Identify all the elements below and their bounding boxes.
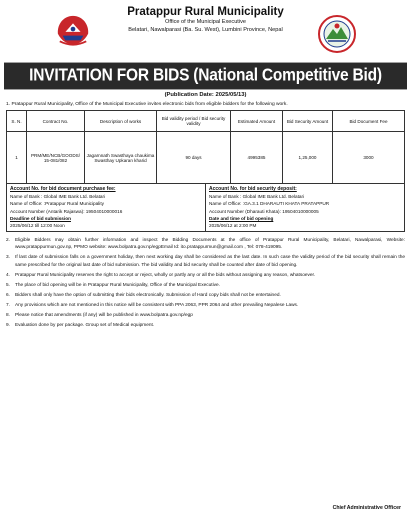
column-header: Estimated Amount	[231, 111, 283, 132]
list-item: 8. Please notice that amendments (if any) will be published in www.bolpatra.gov.np/egp	[6, 312, 193, 318]
column-header: Description of works	[85, 111, 157, 132]
security-account-title: Account No. for bid security deposit:	[209, 186, 297, 192]
intro-text: 1. Pratappur Rural Municipality, Office of the Municipal Executive invites electronic bids from eligible bidders for the following work.	[6, 102, 288, 107]
table-cell: 3000	[333, 132, 405, 184]
column-header: Bid validity period / Bid security validity	[157, 111, 231, 132]
deadline-title: Deadline of bid submission	[10, 215, 71, 221]
org-name: Pratappur Rural Municipality	[127, 6, 284, 18]
table-row	[7, 132, 405, 184]
column-header: Bid Document Fee	[333, 111, 405, 132]
column-header: Contract No.	[27, 111, 85, 132]
security-bank: Name of Bank : Global IME Bank Ltd. Belatari	[209, 194, 305, 200]
security-account-number: Account Number (Dharauti Khata): 19504010000005	[209, 208, 319, 214]
purchase-bank: Name of Bank : Global IME Bank Ltd. Belatari	[10, 194, 106, 200]
page-title: INVITATION FOR BIDS (National Competitive Bid)	[4, 63, 407, 90]
table-header-row	[7, 111, 405, 132]
deadline-value: 2025/06/12 till 12:00 Noon	[10, 223, 65, 229]
table-cell: PRM/ME/NCB/GOODS/ 15-081/082	[27, 132, 85, 184]
purchase-account-title: Account No. for bid document purchase fee:	[10, 186, 116, 192]
publication-date: (Publication Date: 2025/05/13)	[164, 92, 247, 98]
address: Belatari, Nawalparasi (Ba. Su. West), Lumbini Province, Nepal	[128, 27, 283, 33]
column-header: S. N.	[7, 111, 27, 132]
table-cell: 1,25,000	[283, 132, 333, 184]
bid-table	[6, 110, 405, 184]
list-item: 5. The place of bid opening will be in Pratappur Rural Municipality, Office of the Municipal Executive.	[6, 282, 220, 288]
security-deposit-account	[205, 184, 404, 231]
list-item: 6. Bidders shall only have the option of submitting their bids electronically. Submission of Hard copy bids shall not be entertained.	[6, 292, 281, 298]
table-cell: Jagarnnath Swasthaya chaukima Swasthay Upkaran kharid	[85, 132, 157, 184]
security-office: Name of Office: :GA.3.1 DHARAUTI KHATA PRATAPPUR	[209, 201, 330, 207]
table-cell: 90 days	[157, 132, 231, 184]
list-item: 4. Pratappur Rural Municipality reserves the right to accept or reject, wholly or partly any or all the bids without assigning any reason, whatsoever.	[6, 272, 316, 278]
column-header: Bid Security Amount	[283, 111, 333, 132]
list-item: 9. Evaluation done by per package. Group set of Medical equipment.	[6, 323, 155, 329]
opening-value: 2025/06/12 at 2:00 PM	[209, 223, 257, 229]
purchase-office: Name of Office: :Pratappur Rural Municipality	[10, 201, 104, 207]
municipality-seal-icon	[317, 14, 357, 54]
purchase-account-number: Account Number (Antarik Rajaswa): 19504010000016	[10, 208, 123, 214]
list-item: 7. Any provisions which are not mentioned in this notice will be consistent with PPA 2063, PPR 2064 and other prevailing Nepalese Laws.	[6, 302, 299, 308]
purchase-fee-account	[7, 184, 205, 231]
notes-list	[6, 237, 405, 329]
table-cell: 1	[7, 132, 27, 184]
signature: Chief Administrative Officer	[332, 505, 401, 511]
list-item: 3. If last date of submission falls on a government holiday, then next working day shall be considered as the last date. In such case the validity period of the bid security shall remain the same prescribed for the original last date of bid submission. The bid validity and bid security shall be counted after date of bid opening.	[6, 255, 405, 268]
table-cell: 4995385	[231, 132, 283, 184]
header	[6, 6, 405, 64]
office-name: Office of the Municipal Executive	[164, 19, 247, 25]
list-item: 2. Eligible Bidders may obtain further information and inspect the Bidding Documents at the office of Pratappur Rural Municipality, Belatari, Nawalparasi, Website: www.pratappurmun.gov.np, PPMO website: www.bolpatra.gov.np/egpEmail Id: ito.pratappurmun@gmail.com , Tel: 078-419095.	[6, 238, 405, 251]
nepal-emblem-icon	[54, 13, 92, 47]
opening-title: Date and time of bid opening	[209, 215, 274, 221]
account-details	[6, 184, 405, 232]
